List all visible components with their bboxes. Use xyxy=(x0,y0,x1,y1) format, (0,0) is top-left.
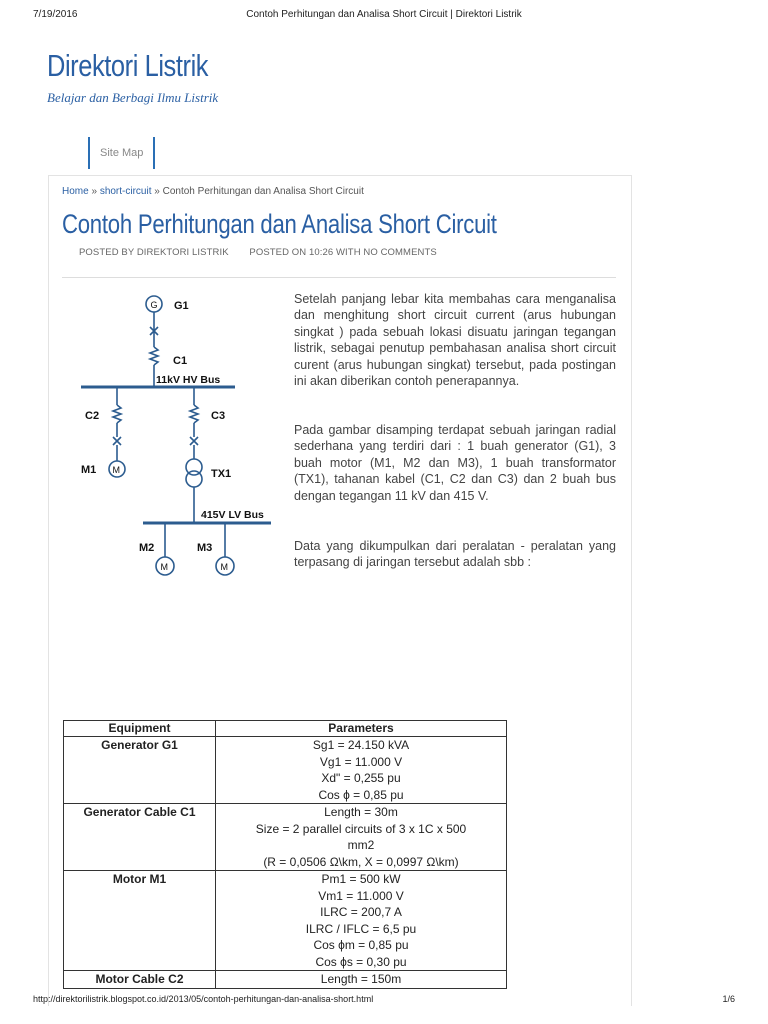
breadcrumb-home-link[interactable]: Home xyxy=(62,186,89,197)
post-title[interactable]: Contoh Perhitungan dan Analisa Short Circuit xyxy=(62,209,497,239)
parameter-line: Cos ϕ = 0,85 pu xyxy=(318,787,404,802)
post-author: POSTED BY DIREKTORI LISTRIK xyxy=(79,247,229,258)
parameter-line: Pm1 = 500 kW xyxy=(321,872,401,886)
resistor-c3 xyxy=(190,405,198,423)
parameter-line: Cos ϕm = 0,85 pu xyxy=(313,938,409,952)
post-paragraph: Data yang dikumpulkan dari peralatan - peralatan yang terpasang di jaringan tersebut adalah sbb : xyxy=(294,539,616,570)
label-c2: C2 xyxy=(85,410,100,422)
parameter-line: (R = 0,0506 Ω\km, X = 0,0997 Ω\km) xyxy=(263,854,459,869)
breadcrumb-category-link[interactable]: short-circuit xyxy=(99,186,152,197)
label-c1: C1 xyxy=(173,355,188,367)
parameter-line: ILRC / IFLC = 6,5 pu xyxy=(305,921,417,936)
post-meta xyxy=(79,247,455,258)
parameter-line: mm2 xyxy=(347,838,375,852)
single-line-diagram xyxy=(77,291,277,581)
equipment-cell: Generator Cable C1 xyxy=(64,804,216,871)
parameter-line: Length = 150m xyxy=(320,972,402,986)
motor-m2-letter: M xyxy=(160,562,168,572)
label-m1: M1 xyxy=(81,464,97,476)
motor-m1-letter: M xyxy=(112,465,120,475)
label-tx1: TX1 xyxy=(211,468,232,480)
label-c3: C3 xyxy=(211,410,226,422)
post-paragraph: Pada gambar disamping terdapat sebuah jaringan radial sederhana yang terdiri dari : 1 buah generator (G1), 3 buah motor (M1, M2 dan M3), 1 buah transformator (TX1), tahanan kabel (C1, C2 dan C3) dan 2 buah bus dengan tegangan 11 kV dan 415 V. xyxy=(294,423,616,503)
parameters-cell xyxy=(216,871,507,971)
print-footer xyxy=(0,992,768,1016)
nav-item-site-map[interactable]: Site Map xyxy=(100,147,144,159)
resistor-c2 xyxy=(113,405,121,423)
parameter-line: Cos ϕs = 0,30 pu xyxy=(315,954,407,969)
label-lv-bus: 415V LV Bus xyxy=(201,509,264,521)
equipment-parameters-table xyxy=(63,720,507,989)
post-divider xyxy=(62,277,616,278)
parameters-cell xyxy=(216,737,507,804)
transformer-tx1-secondary xyxy=(186,471,202,487)
table-row xyxy=(64,971,507,989)
table-header-row xyxy=(64,721,507,737)
parameters-cell xyxy=(216,971,507,989)
parameter-line: Sg1 = 24.150 kVA xyxy=(312,738,410,752)
breaker-symbol xyxy=(113,437,121,445)
site-title[interactable]: Direktori Listrik xyxy=(47,48,209,83)
label-m2: M2 xyxy=(139,542,155,554)
post-paragraph: Setelah panjang lebar kita membahas cara menganalisa dan menghitung short circuit current (arus hubungan singkat ) pada sebuah lokasi disuatu jaringan tegangan listrik, sebagai penutup pembahasan analisa short circuit curent (arus hubungan singkat) tersebut, pada postingan ini akan diberikan contoh penerapannya. xyxy=(294,292,616,389)
parameter-line: Vg1 = 11.000 V xyxy=(319,754,403,769)
print-url: http://direktorilistrik.blogspot.co.id/2013/05/contoh-perhitungan-dan-analisa-short.html xyxy=(33,994,374,1004)
post-date: POSTED ON 10:26 WITH NO COMMENTS xyxy=(249,247,437,258)
parameter-line: ILRC = 200,7 A xyxy=(320,905,402,919)
parameter-line: Xd" = 0,255 pu xyxy=(321,771,401,785)
equipment-cell: Generator G1 xyxy=(64,737,216,804)
label-m3: M3 xyxy=(197,542,213,554)
parameter-line: Size = 2 parallel circuits of 3 x 1C x 500 xyxy=(255,821,467,836)
print-date: 7/19/2016 xyxy=(33,9,78,20)
breadcrumb xyxy=(62,186,364,197)
post-container xyxy=(48,175,632,1006)
site-description: Belajar dan Berbagi Ilmu Listrik xyxy=(47,90,219,105)
print-page-number: 1/6 xyxy=(722,994,735,1004)
parameters-cell xyxy=(216,804,507,871)
table-row xyxy=(64,804,507,871)
print-page-title: Contoh Perhitungan dan Analisa Short Circuit | Direktori Listrik xyxy=(246,9,522,20)
parameter-line: Vm1 = 11.000 V xyxy=(318,888,404,903)
motor-m3-letter: M xyxy=(220,562,228,572)
main-nav xyxy=(88,137,155,169)
parameter-line: Length = 30m xyxy=(324,805,398,819)
equipment-cell: Motor Cable C2 xyxy=(64,971,216,989)
column-header: Equipment xyxy=(64,721,216,737)
resistor-c1 xyxy=(150,347,158,365)
breadcrumb-separator: » xyxy=(151,186,163,197)
table-row xyxy=(64,871,507,971)
equipment-cell: Motor M1 xyxy=(64,871,216,971)
breadcrumb-current: Contoh Perhitungan dan Analisa Short Circuit xyxy=(162,186,364,197)
breadcrumb-separator: » xyxy=(88,186,100,197)
label-g1: G1 xyxy=(174,300,189,312)
generator-symbol-letter: G xyxy=(150,300,158,310)
column-header: Parameters xyxy=(216,721,507,737)
table-row xyxy=(64,737,507,804)
label-hv-bus: 11kV HV Bus xyxy=(156,374,221,386)
breaker-symbol xyxy=(190,437,198,445)
print-header xyxy=(0,0,768,24)
